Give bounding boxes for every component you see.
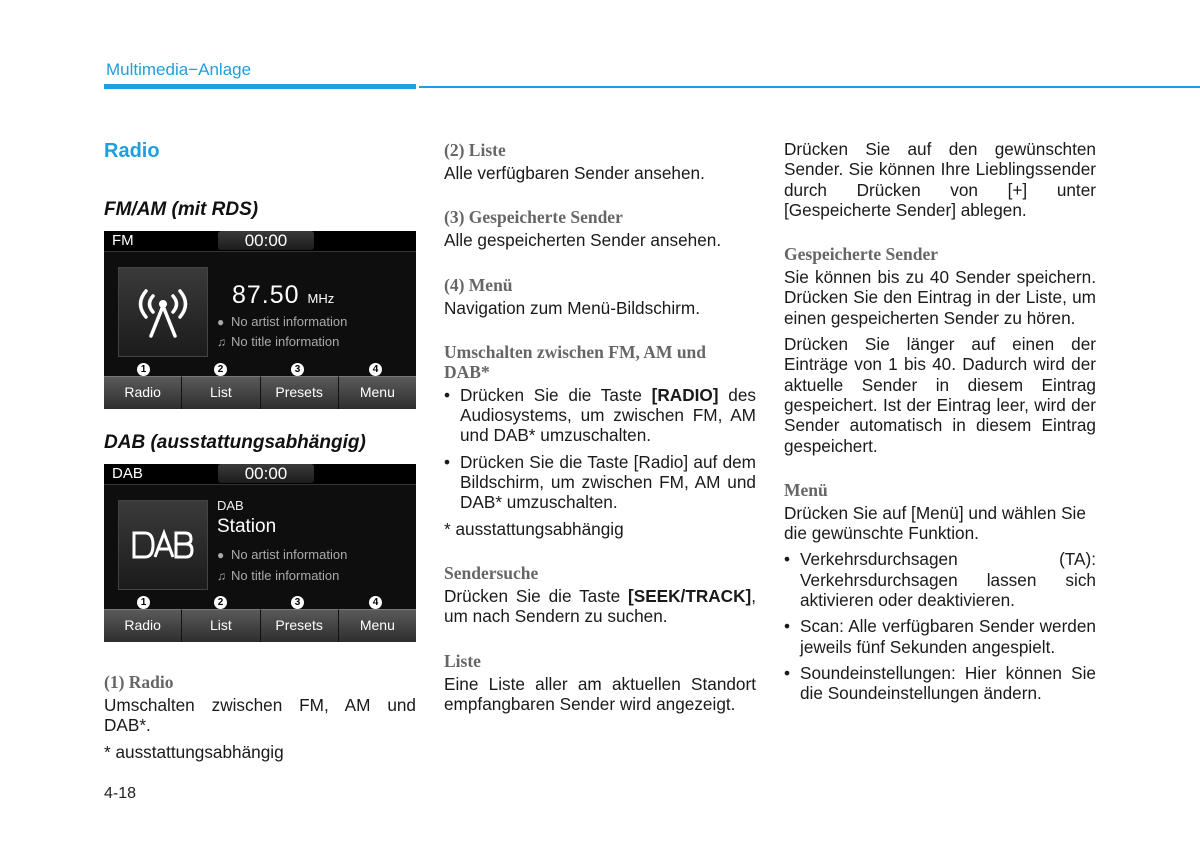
menu-button[interactable]: Menu [339, 376, 416, 409]
frequency-unit: MHz [307, 291, 335, 306]
callout-4: 4 [369, 596, 382, 609]
heading-menu: (4) Menü [444, 274, 513, 295]
artist-info [217, 314, 347, 329]
callout-1: 1 [137, 596, 150, 609]
callout-1: 1 [137, 363, 150, 376]
fm-radio-screen [104, 231, 416, 409]
list-item: • Drücken Sie die Taste [Radio] auf dem Bildschirm, um zwischen FM, AM und DAB* umzuschalten. [444, 452, 756, 513]
person-icon: ● [217, 315, 225, 329]
music-note-icon: ♫ [217, 335, 226, 349]
title-text: No title information [231, 334, 340, 349]
menu-button[interactable]: Menu [339, 609, 416, 642]
paragraph-liste2: Eine Liste aller am aktuellen Standort empfangbaren Sender wird angezeigt. [444, 673, 756, 714]
paragraph-eintrag: Drücken Sie länger auf einen der Einträge von 1 bis 40. Dadurch wird der aktuelle Sender in diesem Eintrag gespeichert. Ist der Eintrag leer, wird der Sender automatisch in diesem Eintrag gespeichert. [784, 334, 1096, 456]
clock: 00:00 [218, 464, 314, 483]
mode-label: FM [112, 232, 134, 249]
list-button[interactable]: List [182, 376, 260, 409]
paragraph-radio: Umschalten zwischen FM, AM und DAB*. [104, 695, 416, 736]
softkey-bar [104, 609, 416, 642]
section-title: Radio [104, 140, 160, 162]
menu-list [784, 549, 1096, 703]
callout-2: 2 [214, 363, 227, 376]
callout-numbers [104, 363, 416, 377]
presets-button[interactable]: Presets [261, 609, 339, 642]
list-item: • Verkehrsdurchsagen (TA): Verkehrsdurchsagen lassen sich aktivieren oder deaktivieren. [784, 549, 1096, 610]
frequency-value: 87.50 [232, 281, 300, 309]
artist-text: No artist information [231, 547, 348, 562]
title-info [217, 568, 339, 583]
footnote: * ausstattungsabhängig [104, 741, 284, 762]
col1-text [104, 672, 416, 768]
heading-liste: (2) Liste [444, 140, 506, 160]
paragraph-menue: Drücken Sie auf [Menü] und wählen Sie die gewünschte Funktion. [784, 502, 1086, 544]
callout-3: 3 [291, 596, 304, 609]
header-rule-thin [419, 86, 1200, 88]
heading-gespeicherte: Gespeicherte Sender [784, 244, 939, 265]
callout-numbers [104, 596, 416, 610]
title-info [217, 334, 339, 349]
paragraph-menu: Navigation zum Menü-Bildschirm. [444, 297, 700, 318]
list-button[interactable]: List [182, 609, 260, 642]
paragraph-speichern: Sie können bis zu 40 Sender speichern. Drücken Sie den Eintrag in der Liste, um einen gespeicherten Sender zu hören. [784, 267, 1096, 328]
header-rule-thick [104, 84, 416, 89]
dab-logo-icon [118, 500, 208, 590]
list-item: • Soundeinstellungen: Hier können Sie die Soundeinstellungen ändern. [784, 663, 1096, 704]
heading-radio: (1) Radio [104, 672, 174, 692]
softkey-bar [104, 376, 416, 409]
presets-button[interactable]: Presets [261, 376, 339, 409]
heading-liste2: Liste [444, 650, 481, 671]
callout-2: 2 [214, 596, 227, 609]
mode-label: DAB [112, 465, 143, 482]
service-label: DAB [217, 498, 244, 513]
col2-text [444, 140, 756, 720]
chapter-header: Multimedia−Anlage [106, 60, 252, 79]
music-note-icon: ♫ [217, 569, 226, 583]
heading-menue: Menü [784, 479, 828, 500]
radio-button[interactable]: Radio [104, 609, 182, 642]
dab-radio-screen [104, 464, 416, 642]
screen-status-bar [104, 464, 416, 485]
heading-gespeicherte: (3) Gespeicherte Sender [444, 207, 623, 228]
clock: 00:00 [218, 231, 314, 250]
callout-3: 3 [291, 363, 304, 376]
list-item: • Drücken Sie die Taste [RADIO] des Audiosystems, um zwischen FM, AM und DAB* umzuschalten. [444, 385, 756, 446]
antenna-icon [118, 267, 208, 357]
list-item: • Scan: Alle verfügbaren Sender werden jeweils fünf Sekunden angespielt. [784, 616, 1096, 657]
umschalten-list [444, 385, 756, 513]
fm-subtitle: FM/AM (mit RDS) [104, 199, 259, 220]
screen-status-bar [104, 231, 416, 252]
paragraph-liste: Alle verfügbaren Sender ansehen. [444, 163, 705, 183]
heading-sendersuche: Sendersuche [444, 562, 539, 583]
page-number: 4-18 [104, 785, 137, 802]
artist-info [217, 547, 347, 562]
paragraph-sender: Drücken Sie auf den gewünschten Sender. Sie können Ihre Lieblingssender durch Drücken von [+] unter [Gespeicherte Sender] ablegen. [784, 139, 1096, 220]
paragraph-sendersuche: Drücken Sie die Taste [SEEK/TRACK], um nach Sendern zu suchen. [444, 585, 756, 627]
callout-4: 4 [369, 363, 382, 376]
person-icon: ● [217, 548, 225, 562]
footnote: * ausstattungsabhängig [444, 518, 624, 539]
paragraph-gespeicherte: Alle gespeicherten Sender ansehen. [444, 230, 722, 251]
col3-text [784, 139, 1096, 710]
station-name: Station [217, 516, 277, 537]
artist-text: No artist information [231, 314, 348, 329]
heading-umschalten: Umschalten zwischen FM, AM und DAB* [444, 341, 707, 382]
title-text: No title information [231, 568, 340, 583]
radio-button[interactable]: Radio [104, 376, 182, 409]
dab-subtitle: DAB (ausstattungsabhängig) [104, 432, 366, 453]
frequency-display [232, 281, 334, 310]
